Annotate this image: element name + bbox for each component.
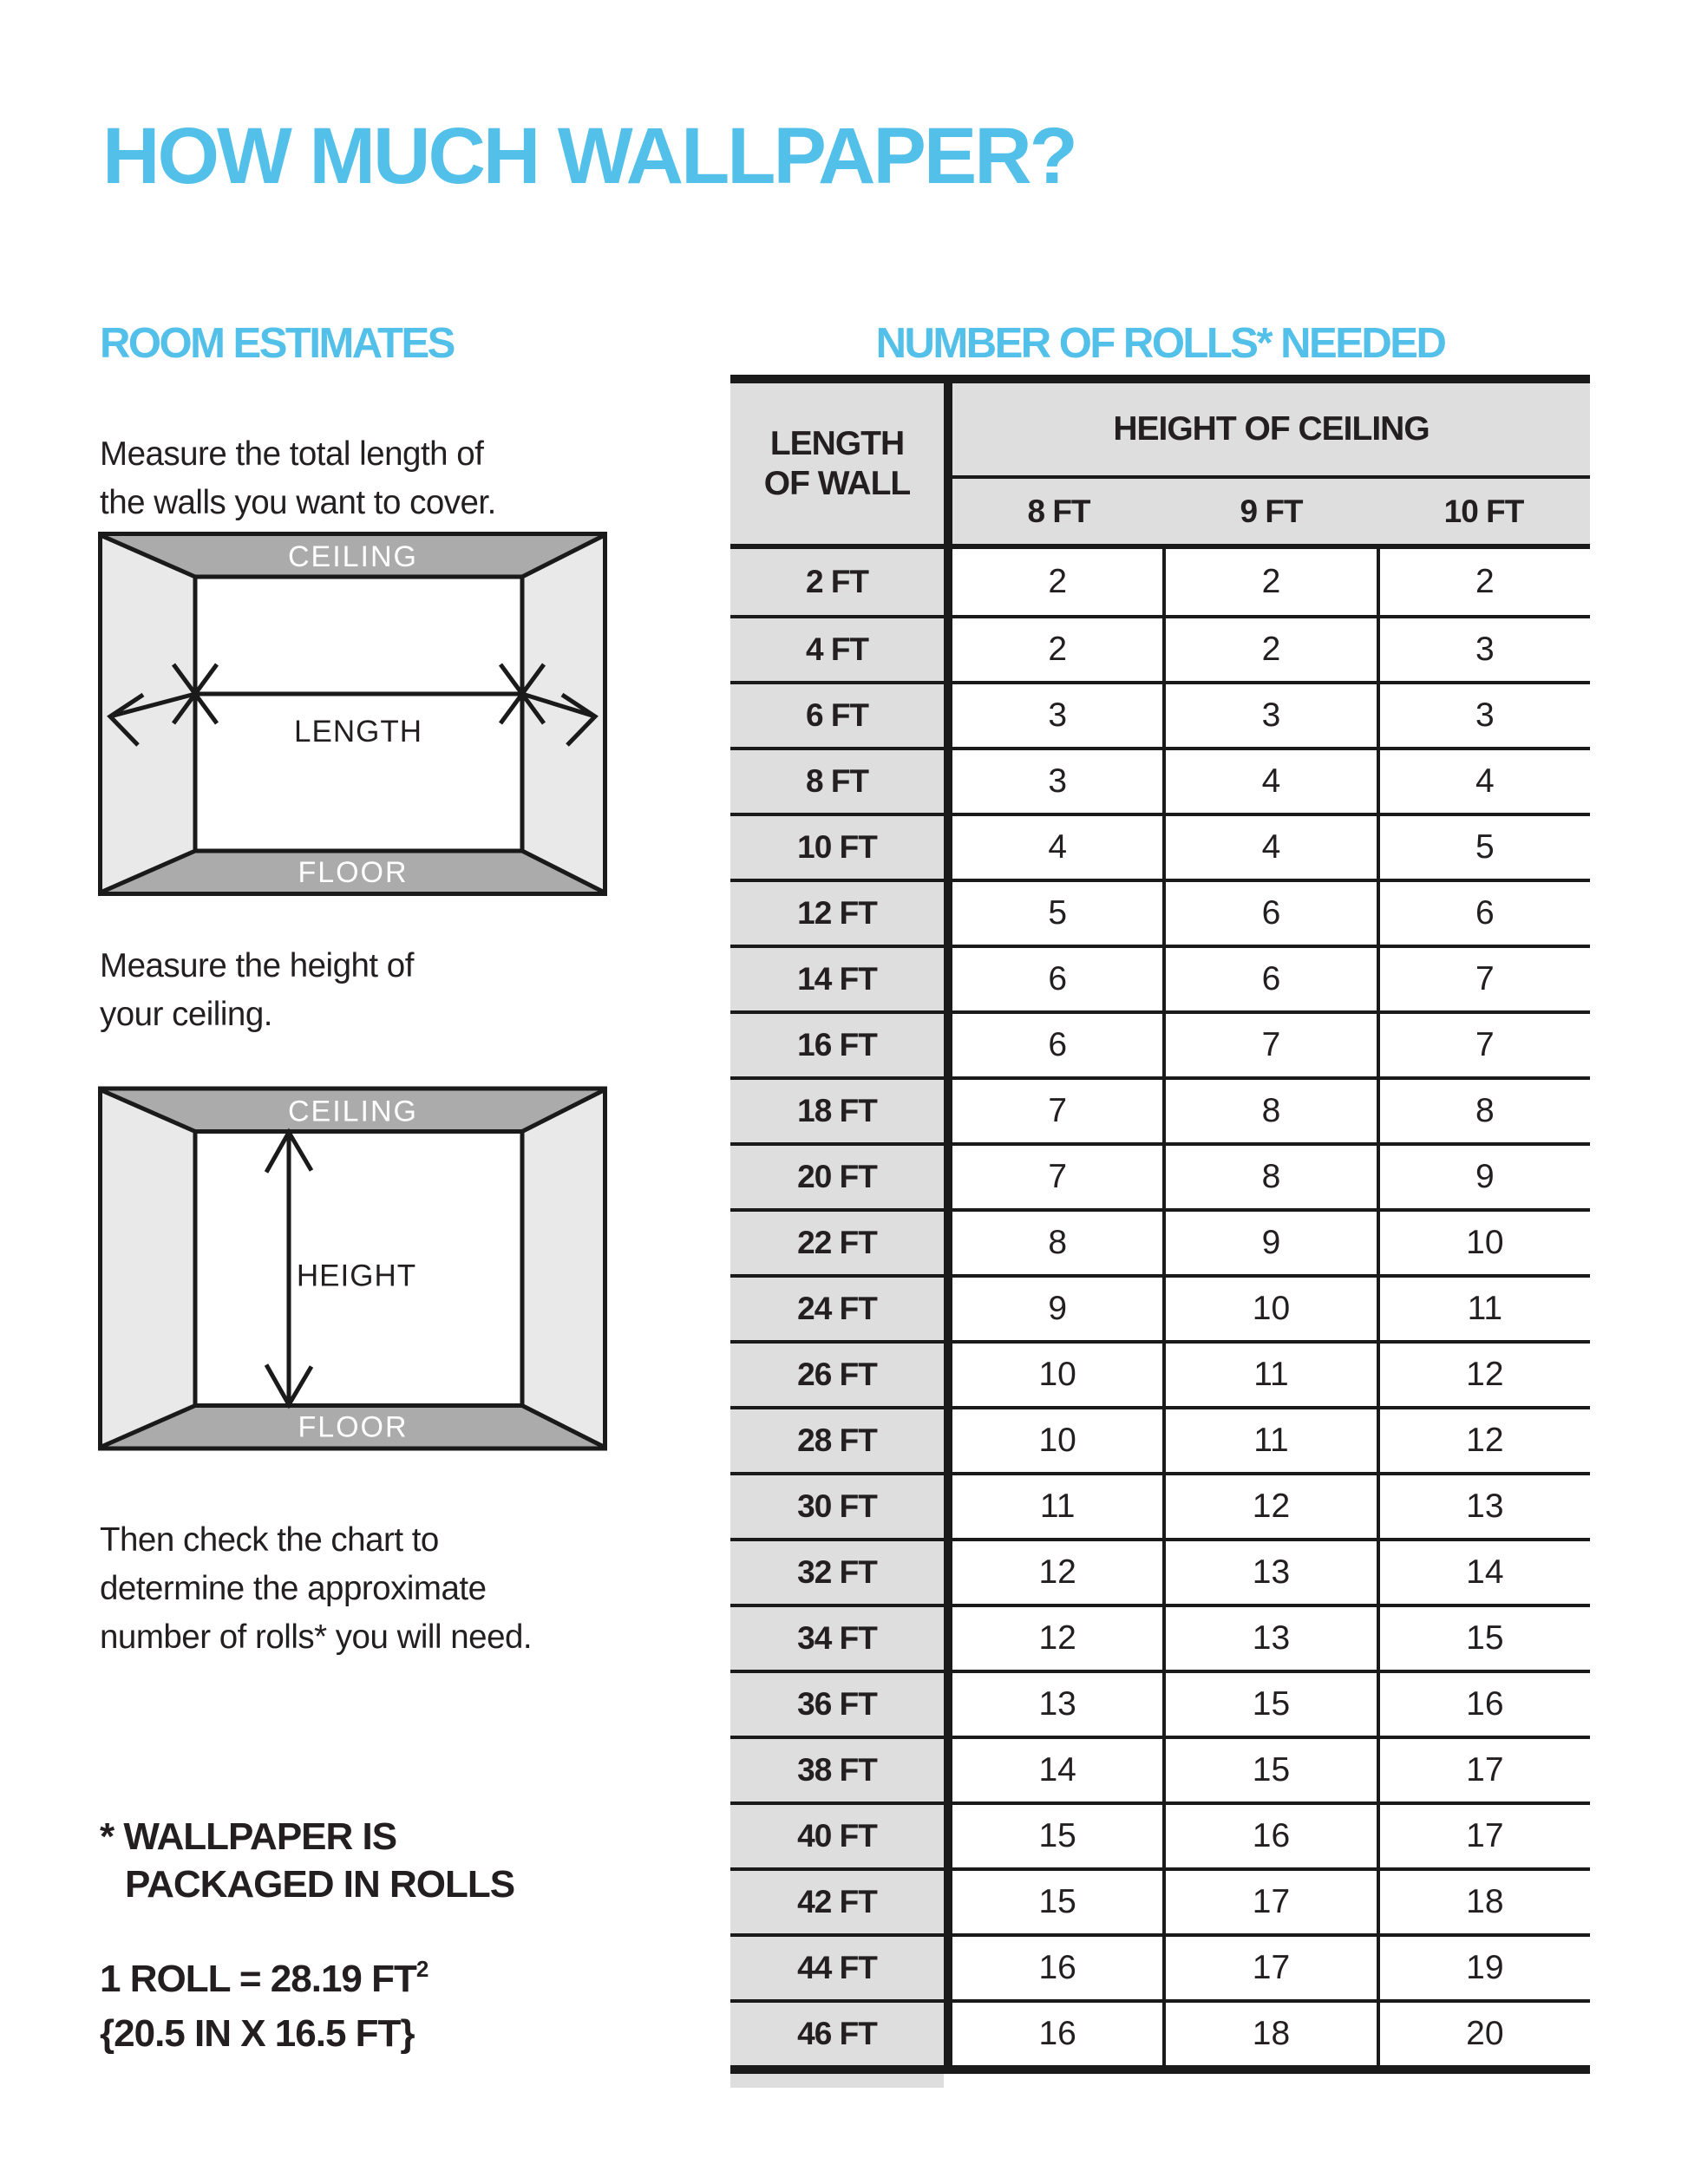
roll-count-cell: 2	[1377, 549, 1590, 615]
table-row	[730, 1867, 1590, 1933]
roll-count-cells	[952, 1344, 1590, 1406]
back-wall	[195, 577, 522, 851]
roll-count-cell: 5	[1377, 816, 1590, 879]
wall-length-cell: 28 FT	[730, 1409, 944, 1472]
row-vertical-divider	[944, 684, 952, 747]
row-vertical-divider	[944, 1739, 952, 1801]
wall-length-cell: 16 FT	[730, 1014, 944, 1076]
wall-length-cell: 4 FT	[730, 618, 944, 681]
footnote-line: * WALLPAPER IS	[100, 1815, 397, 1858]
wall-length-cell: 6 FT	[730, 684, 944, 747]
wall-length-cell: 34 FT	[730, 1607, 944, 1670]
roll-count-cell: 12	[1162, 1475, 1376, 1538]
roll-count-cell: 5	[1048, 894, 1068, 932]
instruction-line: Then check the chart to	[100, 1521, 439, 1559]
ceiling-height-columns	[952, 479, 1590, 544]
wall-length-cell: 26 FT	[730, 1344, 944, 1406]
row-vertical-divider	[944, 1014, 952, 1076]
table-row	[730, 1604, 1590, 1670]
roll-count-cell: 9	[1162, 1212, 1376, 1274]
page-title: HOW MUCH WALLPAPER?	[102, 112, 1076, 200]
roll-count-cell: 17	[1377, 1805, 1590, 1867]
row-vertical-divider	[944, 1212, 952, 1274]
table-row	[730, 1406, 1590, 1472]
roll-count-cell: 9	[1048, 1290, 1068, 1327]
table-body	[730, 549, 1590, 2065]
wall-length-cell: 32 FT	[730, 1541, 944, 1604]
row-vertical-divider	[944, 1607, 952, 1670]
roll-count-cell: 2	[1048, 631, 1068, 668]
instruction-line: the walls you want to cover.	[100, 484, 496, 521]
length-of-wall-line: LENGTH	[769, 424, 905, 462]
table-top-border	[730, 375, 1590, 383]
roll-count-cell: 2	[1162, 549, 1376, 615]
roll-count-cell: 7	[1048, 1158, 1068, 1195]
roll-count-cell: 7	[1377, 1014, 1590, 1076]
table-row	[730, 945, 1590, 1010]
roll-count-cell: 9	[1377, 1146, 1590, 1208]
roll-count-cell: 7	[1377, 948, 1590, 1010]
roll-count-cell: 20	[1377, 2003, 1590, 2065]
roll-size-info	[100, 1954, 428, 2058]
roll-count-cell: 8	[1048, 1224, 1068, 1261]
roll-count-cell: 4	[1162, 750, 1376, 813]
table-row	[730, 1736, 1590, 1801]
table-row	[730, 813, 1590, 879]
row-vertical-divider	[944, 1937, 952, 1999]
roll-count-cell: 3	[1377, 618, 1590, 681]
roll-count-cell: 15	[1038, 1883, 1076, 1920]
row-vertical-divider	[944, 618, 952, 681]
roll-count-cell: 11	[1162, 1344, 1376, 1406]
roll-count-cells	[952, 750, 1590, 813]
length-label: LENGTH	[294, 715, 422, 749]
roll-count-cells	[952, 1212, 1590, 1274]
roll-count-cell: 3	[1048, 762, 1068, 800]
roll-count-cell: 3	[1377, 684, 1590, 747]
roll-count-cell: 4	[1162, 816, 1376, 879]
wall-length-cell: 24 FT	[730, 1278, 944, 1340]
wall-length-cell: 10 FT	[730, 816, 944, 879]
roll-count-cells	[952, 618, 1590, 681]
roll-area-superscript: 2	[415, 1956, 429, 1982]
row-vertical-divider	[944, 1344, 952, 1406]
roll-count-cell: 12	[1038, 1553, 1076, 1591]
room-length-diagram	[98, 532, 607, 896]
left-wall-surface	[102, 1091, 195, 1447]
table-row	[730, 879, 1590, 945]
length-of-wall-line: OF WALL	[763, 464, 911, 502]
row-vertical-divider	[944, 1146, 952, 1208]
wall-length-cell: 14 FT	[730, 948, 944, 1010]
instruction-line: Measure the height of	[100, 947, 414, 984]
row-vertical-divider	[944, 1409, 952, 1472]
footnote-line: PACKAGED IN ROLLS	[125, 1863, 515, 1906]
table-row	[730, 1274, 1590, 1340]
wall-length-cell: 44 FT	[730, 1937, 944, 1999]
wall-length-cell: 2 FT	[730, 549, 944, 615]
roll-count-cell: 13	[1162, 1607, 1376, 1670]
row-vertical-divider	[944, 882, 952, 945]
roll-count-cell: 13	[1162, 1541, 1376, 1604]
row-vertical-divider	[944, 1541, 952, 1604]
roll-count-cell: 10	[1377, 1212, 1590, 1274]
row-vertical-divider	[944, 1805, 952, 1867]
roll-count-cells	[952, 1475, 1590, 1538]
table-bottom-border	[730, 2065, 1590, 2074]
floor-label: FLOOR	[298, 1410, 409, 1444]
roll-count-cell: 8	[1162, 1080, 1376, 1142]
wall-length-cell: 38 FT	[730, 1739, 944, 1801]
table-heading-wrap	[730, 319, 1590, 368]
roll-count-cell: 18	[1377, 1871, 1590, 1933]
column-header-8ft: 8 FT	[1027, 493, 1090, 529]
table-heading: NUMBER OF ROLLS* NEEDED	[875, 320, 1445, 367]
instruction-measure-height	[100, 942, 414, 1039]
roll-count-cells	[952, 1607, 1590, 1670]
ceiling-label: CEILING	[287, 540, 419, 573]
height-of-ceiling-header	[952, 383, 1590, 544]
roll-count-cell: 11	[1377, 1278, 1590, 1340]
rolls-table	[730, 375, 1590, 2088]
roll-count-cell: 10	[1038, 1356, 1076, 1393]
room-estimates-heading: ROOM ESTIMATES	[100, 320, 454, 367]
table-row	[730, 1472, 1590, 1538]
row-vertical-divider	[944, 549, 952, 615]
length-of-wall-header	[730, 383, 944, 544]
wall-length-cell: 20 FT	[730, 1146, 944, 1208]
roll-area-text: 1 ROLL = 28.19 FT	[100, 1958, 416, 2000]
roll-count-cell: 16	[1162, 1805, 1376, 1867]
roll-count-cell: 6	[1162, 882, 1376, 945]
roll-count-cell: 6	[1377, 882, 1590, 945]
roll-count-cell: 19	[1377, 1937, 1590, 1999]
floor-label: FLOOR	[298, 856, 409, 889]
roll-count-cells	[952, 1541, 1590, 1604]
table-row	[730, 1340, 1590, 1406]
roll-count-cell: 14	[1038, 1751, 1076, 1788]
wall-length-cell: 30 FT	[730, 1475, 944, 1538]
column-header-9ft: 9 FT	[1240, 493, 1303, 529]
roll-count-cells	[952, 816, 1590, 879]
roll-count-cell: 3	[1048, 696, 1068, 734]
row-vertical-divider	[944, 750, 952, 813]
roll-count-cell: 3	[1162, 684, 1376, 747]
table-row	[730, 681, 1590, 747]
ceiling-label: CEILING	[287, 1095, 419, 1128]
roll-area-line	[100, 1954, 428, 2009]
height-of-ceiling-title: HEIGHT OF CEILING	[1113, 410, 1430, 448]
roll-count-cells	[952, 1014, 1590, 1076]
roll-count-cell: 6	[1048, 960, 1068, 997]
table-row	[730, 1010, 1590, 1076]
roll-count-cells	[952, 1805, 1590, 1867]
roll-count-cells	[952, 948, 1590, 1010]
row-vertical-divider	[944, 2003, 952, 2065]
roll-count-cells	[952, 1146, 1590, 1208]
roll-count-cell: 17	[1162, 1937, 1376, 1999]
roll-count-cell: 6	[1048, 1026, 1068, 1063]
roll-count-cell: 4	[1048, 828, 1068, 866]
roll-count-cell: 16	[1038, 1949, 1076, 1986]
wall-length-cell: 12 FT	[730, 882, 944, 945]
roll-count-cell: 15	[1038, 1817, 1076, 1854]
roll-count-cells	[952, 1080, 1590, 1142]
column-header-10ft: 10 FT	[1443, 493, 1524, 529]
table-row	[730, 747, 1590, 813]
wall-length-cell: 36 FT	[730, 1673, 944, 1736]
instruction-check-chart	[100, 1516, 532, 1662]
header-vertical-divider	[944, 383, 952, 544]
instruction-line: determine the approximate	[100, 1570, 487, 1607]
roll-count-cell: 7	[1048, 1092, 1068, 1129]
wall-length-cell: 46 FT	[730, 2003, 944, 2065]
roll-count-cell: 10	[1038, 1422, 1076, 1459]
height-label: HEIGHT	[296, 1259, 417, 1293]
row-vertical-divider	[944, 1871, 952, 1933]
roll-count-cell: 7	[1162, 1014, 1376, 1076]
rolls-footnote	[100, 1813, 514, 1908]
roll-count-cells	[952, 1278, 1590, 1340]
table-row	[730, 1999, 1590, 2065]
instruction-measure-length	[100, 430, 496, 527]
roll-count-cell: 2	[1162, 618, 1376, 681]
roll-count-cell: 16	[1377, 1673, 1590, 1736]
roll-count-cell: 12	[1377, 1344, 1590, 1406]
table-row	[730, 1208, 1590, 1274]
roll-count-cell: 11	[1162, 1409, 1376, 1472]
row-vertical-divider	[944, 816, 952, 879]
roll-count-cell: 4	[1377, 750, 1590, 813]
roll-count-cell: 13	[1377, 1475, 1590, 1538]
ceiling-height-diagram	[98, 1084, 607, 1453]
roll-count-cells	[952, 2003, 1590, 2065]
wall-length-cell: 8 FT	[730, 750, 944, 813]
roll-count-cell: 2	[1048, 563, 1068, 600]
left-column-stub	[730, 2074, 944, 2088]
roll-count-cells	[952, 1739, 1590, 1801]
wall-length-cell: 40 FT	[730, 1805, 944, 1867]
roll-count-cell: 15	[1162, 1673, 1376, 1736]
roll-count-cells	[952, 882, 1590, 945]
table-row	[730, 1076, 1590, 1142]
wall-length-cell: 42 FT	[730, 1871, 944, 1933]
table-row	[730, 1670, 1590, 1736]
roll-count-cell: 6	[1162, 948, 1376, 1010]
roll-count-cell: 8	[1377, 1080, 1590, 1142]
instruction-line: Measure the total length of	[100, 435, 484, 473]
roll-count-cell: 11	[1039, 1488, 1076, 1525]
roll-count-cell: 17	[1377, 1739, 1590, 1801]
table-header	[730, 383, 1590, 544]
roll-count-cell: 16	[1038, 2015, 1076, 2052]
instruction-line: number of rolls* you will need.	[100, 1618, 533, 1656]
roll-count-cell: 15	[1377, 1607, 1590, 1670]
wall-length-cell: 22 FT	[730, 1212, 944, 1274]
roll-count-cells	[952, 1673, 1590, 1736]
row-vertical-divider	[944, 1278, 952, 1340]
table-row	[730, 549, 1590, 615]
roll-count-cell: 14	[1377, 1541, 1590, 1604]
roll-count-cells	[952, 684, 1590, 747]
roll-count-cell: 18	[1162, 2003, 1376, 2065]
roll-count-cell: 17	[1162, 1871, 1376, 1933]
roll-count-cell: 12	[1377, 1409, 1590, 1472]
roll-count-cell: 13	[1038, 1685, 1076, 1723]
table-row	[730, 615, 1590, 681]
roll-count-cells	[952, 1409, 1590, 1472]
instruction-line: your ceiling.	[100, 996, 272, 1033]
roll-count-cell: 10	[1162, 1278, 1376, 1340]
row-vertical-divider	[944, 1475, 952, 1538]
roll-count-cells	[952, 549, 1590, 615]
row-vertical-divider	[944, 1673, 952, 1736]
table-row	[730, 1933, 1590, 1999]
wall-length-cell: 18 FT	[730, 1080, 944, 1142]
right-wall-surface	[522, 1091, 603, 1447]
table-row	[730, 1538, 1590, 1604]
roll-count-cells	[952, 1871, 1590, 1933]
roll-count-cell: 8	[1162, 1146, 1376, 1208]
row-vertical-divider	[944, 948, 952, 1010]
roll-dimensions-line: {20.5 IN X 16.5 FT}	[100, 2012, 415, 2055]
roll-count-cell: 12	[1038, 1619, 1076, 1657]
table-row	[730, 1801, 1590, 1867]
roll-count-cell: 15	[1162, 1739, 1376, 1801]
roll-count-cells	[952, 1937, 1590, 1999]
table-row	[730, 1142, 1590, 1208]
row-vertical-divider	[944, 1080, 952, 1142]
